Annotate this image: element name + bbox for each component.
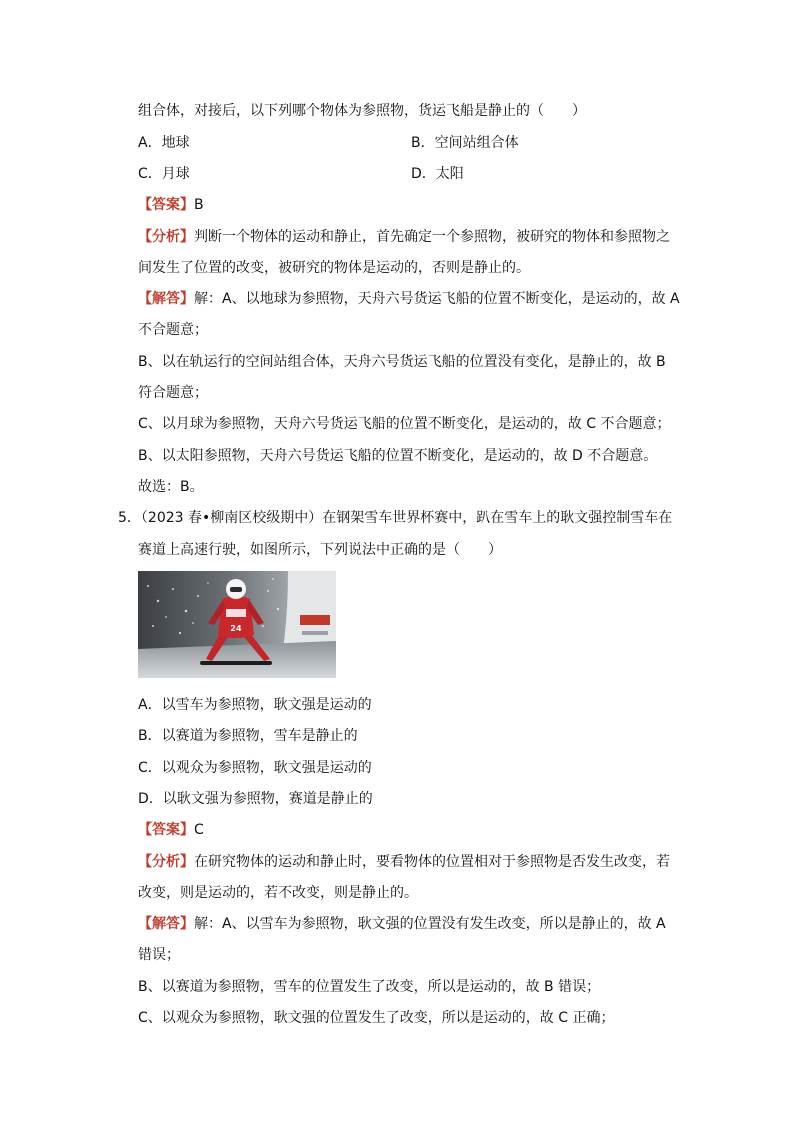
q5-option-d: D．以耿文强为参照物，赛道是静止的 (138, 791, 373, 807)
q5-solution-line-3: B、以赛道为参照物，雪车的位置发生了改变，所以是运动的，故 B 错误； (138, 979, 601, 995)
answer-value: B (194, 197, 204, 213)
solution-text: 解：A、以地球为参照物，天舟六号货运飞船的位置不断变化，是运动的，故 A (194, 291, 680, 307)
q5-solution-line-4: C、以观众为参照物，耿文强的位置发生了改变，所以是运动的，故 C 正确； (138, 1010, 615, 1026)
q4-option-c: C．月球 (138, 166, 190, 182)
q4-solution-line-3: B、以在轨运行的空间站组合体，天舟六号货运飞船的位置没有变化，是静止的，故 B (138, 354, 666, 370)
q4-solution-line-2: 不合题意； (138, 322, 208, 338)
q5-solution-line-2: 错误； (138, 947, 180, 963)
answer-value: C (194, 822, 204, 838)
solution-text: 解：A、以雪车为参照物，耿文强的位置没有发生改变，所以是静止的，故 A (194, 916, 666, 932)
q4-stem: 组合体，对接后，以下列哪个物体为参照物，货运飞船是静止的（ ） (138, 103, 586, 119)
q5-analysis-line-2: 改变，则是运动的，若不改变，则是静止的。 (138, 885, 418, 901)
q5-option-c: C．以观众为参照物，耿文强是运动的 (138, 760, 372, 776)
q4-solution-line-6: B、以太阳参照物，天舟六号货运飞船的位置不断变化，是运动的，故 D 不合题意。 (138, 448, 658, 464)
q4-analysis-line-1 (138, 227, 670, 247)
q4-solution-line-1 (138, 289, 680, 309)
solution-tag: 【解答】 (138, 291, 194, 307)
answer-tag: 【答案】 (138, 197, 194, 213)
q4-answer (138, 195, 204, 215)
q5-option-a: A．以雪车为参照物，耿文强是运动的 (138, 697, 372, 713)
q5-stem-line-1 (118, 508, 672, 528)
q5-number: 5． (118, 510, 141, 526)
analysis-tag: 【分析】 (138, 854, 194, 870)
q5-stem-text: （2023 春•柳南区校级期中）在钢架雪车世界杯赛中，趴在雪车上的耿文强控制雪车在 (140, 510, 673, 526)
q5-option-b: B．以赛道为参照物，雪车是静止的 (138, 728, 358, 744)
q4-option-a: A．地球 (138, 135, 190, 151)
q5-solution-line-1 (138, 914, 666, 934)
bib-number: 24 (230, 624, 242, 633)
q5-analysis-line-1 (138, 852, 670, 872)
q5-stem-line-2: 赛道上高速行驶，如图所示，下列说法中正确的是（ ） (138, 542, 502, 558)
skeleton-race-photo (138, 571, 336, 678)
q4-solution-line-7: 故选：B。 (138, 479, 204, 495)
analysis-tag: 【分析】 (138, 229, 194, 245)
analysis-text: 在研究物体的运动和静止时，要看物体的位置相对于参照物是否发生改变，若 (194, 854, 670, 870)
answer-tag: 【答案】 (138, 822, 194, 838)
q4-option-d: D．太阳 (411, 166, 464, 182)
analysis-text: 判断一个物体的运动和静止，首先确定一个参照物，被研究的物体和参照物之 (194, 229, 670, 245)
q5-answer (138, 820, 204, 840)
q4-option-b: B．空间站组合体 (411, 135, 519, 151)
q4-solution-line-5: C、以月球为参照物，天舟六号货运飞船的位置不断变化，是运动的，故 C 不合题意； (138, 416, 671, 432)
solution-tag: 【解答】 (138, 916, 194, 932)
q4-analysis-line-2: 间发生了位置的改变，被研究的物体是运动的，否则是静止的。 (138, 260, 530, 276)
q4-solution-line-4: 符合题意； (138, 385, 208, 401)
